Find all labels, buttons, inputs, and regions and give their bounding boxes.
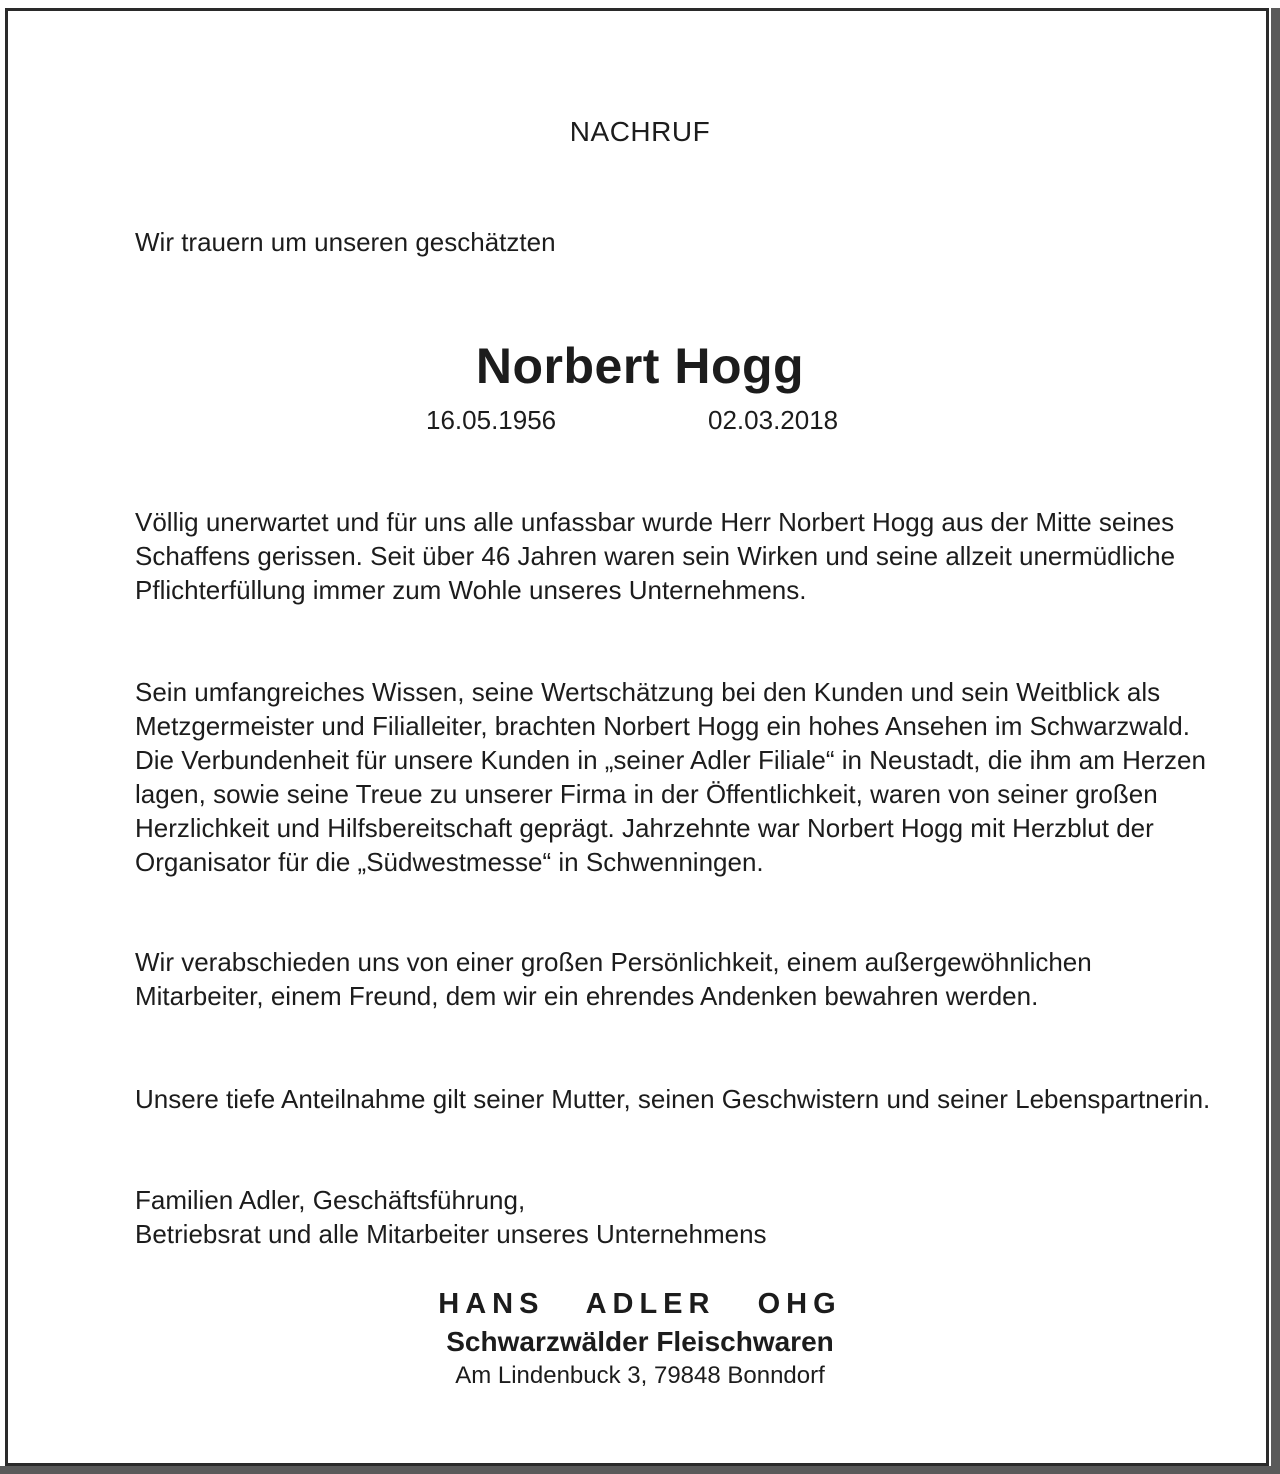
scan-edge-bottom: [0, 1466, 1280, 1474]
signers-block: [135, 1183, 767, 1251]
company-address: Am Lindenbuck 3, 79848 Bonndorf: [455, 1362, 825, 1389]
company-name: HANS ADLER OHG: [438, 1288, 842, 1320]
scan-edge-right: [1271, 8, 1280, 1474]
signer-line: Betriebsrat und alle Mitarbeiter unseres Unternehmens: [135, 1219, 767, 1249]
signer-line: Familien Adler, Geschäftsführung,: [135, 1185, 526, 1215]
notice-heading: NACHRUF: [569, 116, 711, 147]
death-date: 02.03.2018: [708, 405, 839, 435]
birth-date: 16.05.1956: [426, 405, 557, 435]
paragraph-farewell: Wir verabschieden uns von einer großen Persönlichkeit, einem außergewöhnlichen Mitarbeiter, einem Freund, dem wir ein ehrendes Andenken bewahren werden.: [135, 947, 1092, 1011]
intro-line: Wir trauern um unseren geschätzten: [135, 227, 556, 257]
paragraph-tribute: Völlig unerwartet und für uns alle unfassbar wurde Herr Norbert Hogg aus der Mitte seines Schaffens gerissen. Seit über 46 Jahren waren sein Wirken und seine allzeit unermüdliche Pflichterfüllung immer zum Wohle unseres Unternehmens.: [135, 507, 1176, 605]
paragraph-condolence: Unsere tiefe Anteilnahme gilt seiner Mutter, seinen Geschwistern und seiner Lebenspartnerin.: [135, 1084, 1211, 1114]
paragraph-career: Sein umfangreiches Wissen, seine Wertschätzung bei den Kunden und sein Weitblick als Metzgermeister und Filialleiter, brachten Norbert Hogg ein hohes Ansehen im Schwarzwald. Die Verbundenheit für unsere Kunden in „seiner Adler Filiale“ in Neustadt, die ihm am Herzen lagen, sowie seine Treue zu unserer Firma in der Öffentlichkeit, waren von seiner großen Herzlichkeit und Hilfsbereitschaft geprägt. Jahrzehnte war Norbert Hogg mit Herzblut der Organisator für die „Südwestmesse“ in Schwenningen.: [135, 677, 1206, 877]
company-subtitle: Schwarzwälder Fleischwaren: [446, 1326, 834, 1357]
deceased-name: Norbert Hogg: [475, 338, 805, 394]
